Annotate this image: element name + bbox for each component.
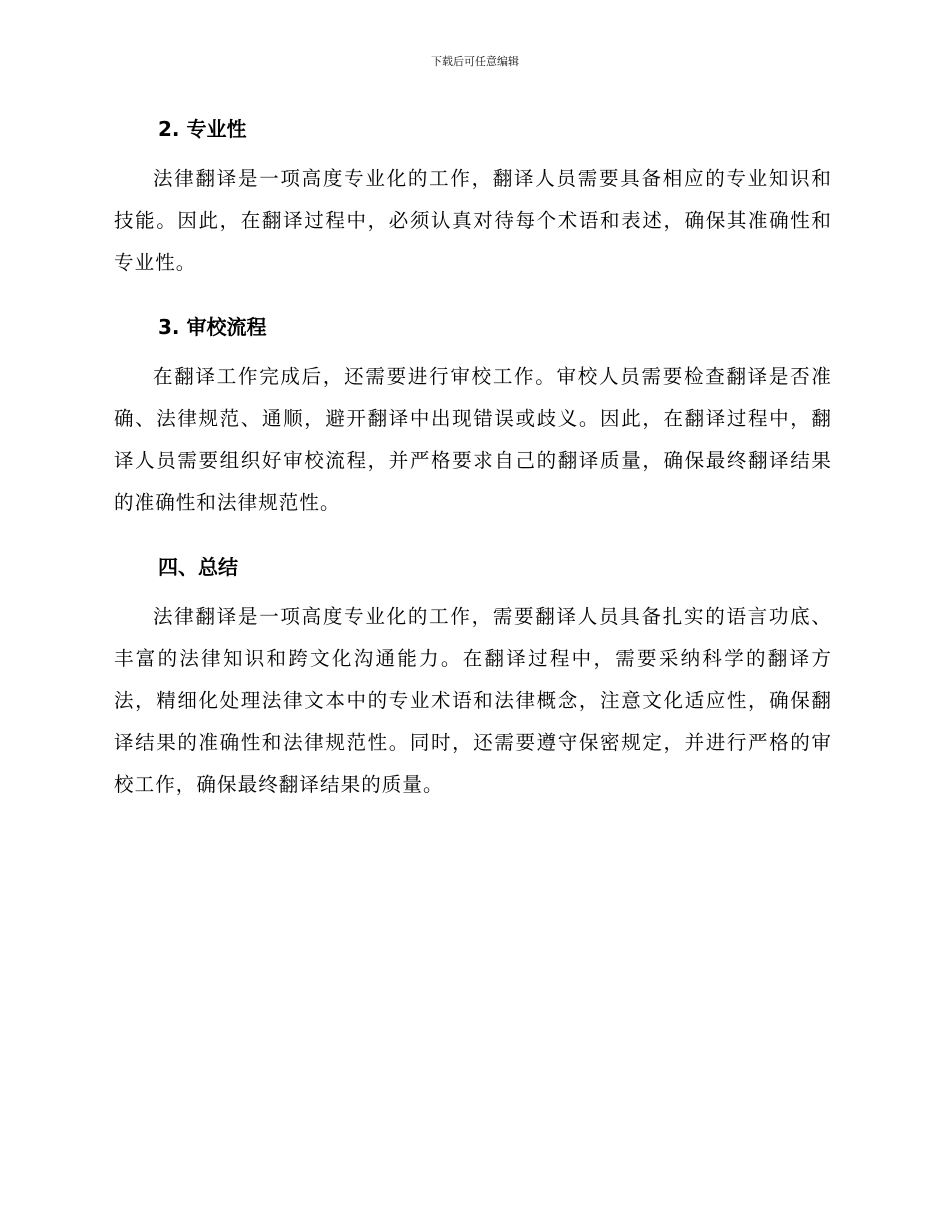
section-paragraph-professionalism: 法律翻译是一项高度专业化的工作，翻译人员需要具备相应的专业知识和技能。因此，在翻译过程中，必须认真对待每个术语和表述，确保其准确性和专业性。 <box>114 167 832 274</box>
section-heading-summary: 四、总结 <box>158 555 238 579</box>
section-paragraph-summary: 法律翻译是一项高度专业化的工作，需要翻译人员具备扎实的语言功底、丰富的法律知识和跨文化沟通能力。在翻译过程中，需要采纳科学的翻译方法，精细化处理法律文本中的专业术语和法律概念，注意文化适应性，确保翻译结果的准确性和法律规范性。同时，还需要遵守保密规定，并进行严格的审校工作，确保最终翻译结果的质量。 <box>114 605 832 796</box>
page-header-note: 下载后可任意编辑 <box>431 55 519 68</box>
section-heading-professionalism: 2. 专业性 <box>158 117 247 141</box>
section-paragraph-review-process: 在翻译工作完成后，还需要进行审校工作。审校人员需要检查翻译是否准确、法律规范、通顺，避开翻译中出现错误或歧义。因此，在翻译过程中，翻译人员需要组织好审校流程，并严格要求自己的翻译质量，确保最终翻译结果的准确性和法律规范性。 <box>114 365 832 514</box>
section-heading-review-process: 3. 审校流程 <box>158 315 267 339</box>
document-body <box>114 108 832 806</box>
